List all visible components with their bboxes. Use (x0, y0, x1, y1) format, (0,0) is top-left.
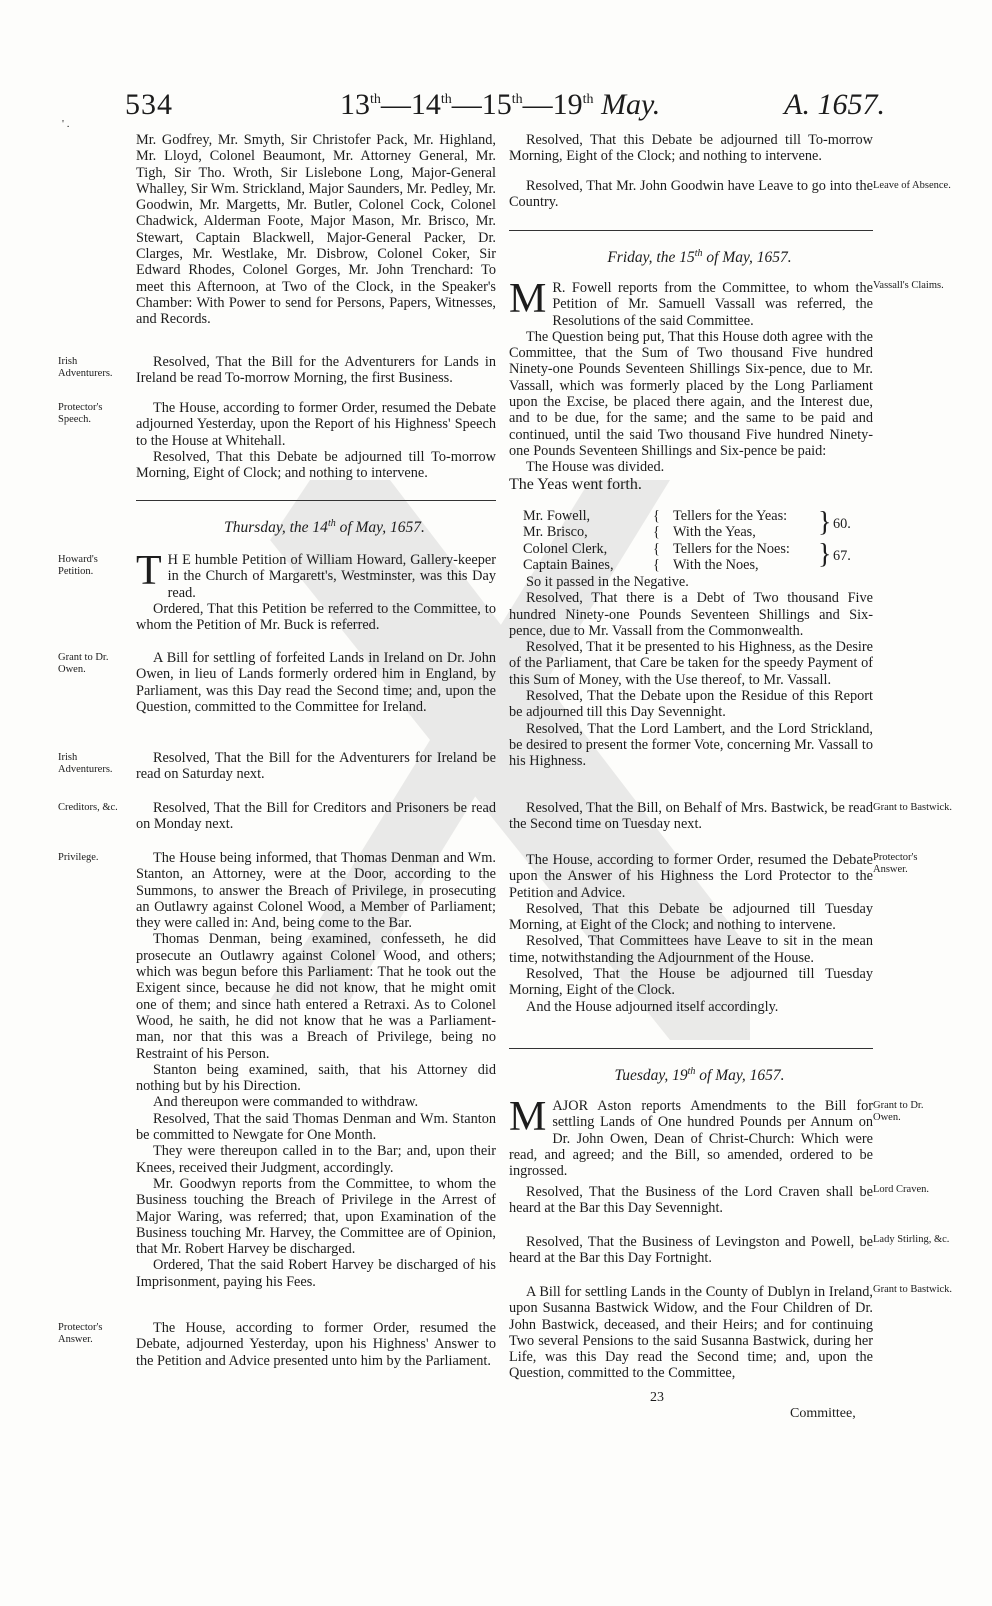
division-row: Mr. Brisco, { With the Yeas, (523, 524, 756, 541)
entry-creditors: Resolved, That the Bill for Creditors and Prisoners be read on Monday next. (136, 800, 496, 833)
section-title-tuesday: Tuesday, 19th of May, 1657. (614, 1066, 785, 1085)
header-year: A. 1657. (784, 88, 885, 121)
entry-howards-petition: T H E humble Petition of William Howard, Gallery-keeper in the Church of Margarett's, Westminster, was this Day read. Ordered, That this Petition be referred to the Committee, to whom the Petition of Mr. Buck is referred. (136, 548, 496, 634)
running-head (125, 88, 885, 128)
header-dates: 13th—14th—15th—19th May. (340, 88, 661, 121)
entry-irish-adventurers-2: Resolved, That the Bill for the Adventurers for Ireland be read on Saturday next. (136, 750, 496, 783)
entry-vassall: M R. Fowell reports from the Committee, to whom the Petition of Mr. Samuell Vassall was referred, the Resolutions of the said Committee. The Question being put, That this House doth agree with the Committee, that the Sum of Two thousand Five hundred Ninety-one Pounds Seventeen Shillings Six-pence, due to Mr. Vassall, which was formerly placed by the Long Parliament upon the Excise, be placed there again, and the Interest due, and to be due, for the same; and the same to be paid and continued, until the said Two thousand Five hundred Ninety-one Pounds Seventeen Shillings and Six-pence be paid: The House was divided. The Yeas went forth. (509, 276, 873, 493)
margin-note-irish-adventurers-2: Irish Adventurers. (58, 752, 113, 775)
margin-note-protectors-speech: Protector's Speech. (58, 402, 103, 425)
entry-protectors-answer: The House, according to former Order, resumed the Debate, adjourned Yesterday, upon his Highness' Answer to the Petition and Advice presented unto him by the Parliament. (136, 1320, 496, 1369)
entry-bastwick-bill: A Bill for settling Lands in the County of Dublyn in Ireland, upon Susanna Bastwick Widow, and the Four Children of Dr. John Bastwick, deceased, and their Heirs; and for continuing Two several Pensions to the said Susanna Bastwick, during her Life, was this Day read the Second time; and, upon the Question, committed to the Committee, (509, 1284, 873, 1382)
margin-note-leave-absence: Leave of Absence. (873, 180, 951, 191)
margin-note-privilege: Privilege. (58, 852, 99, 863)
committee-members: Mr. Godfrey, Mr. Smyth, Sir Christofer Pack, Mr. Highland, Mr. Lloyd, Colonel Beaumont, Mr. Attorney General, Mr. Tigh, Sir Tho. Wroth, Sir Lislebone Long, Major-General Whalley, Sir Wm. Strickland, Major Saunders, Mr. Pedley, Mr. Goodwin, Mr. Margetts, Mr. Butler, Colonel Cock, Colonel Chadwick, Alderman Foote, Major Mason, Mr. Brisco, Mr. Stewart, Captain Blackwell, Major-General Packer, Dr. Clarges, Mr. Westlake, Mr. Disbrow, Colonel Coker, Sir Edward Rhodes, Colonel Gorges, Mr. John Trenchard: To meet this Afternoon, at Two of the Clock, in the Speaker's Chamber: With Power to send for Persons, Papers, Witnesses, and Records. (136, 132, 496, 328)
section-title-thursday: Thursday, the 14th of May, 1657. (224, 518, 425, 537)
entry-vassall-resolutions: So it passed in the Negative. Resolved, That there is a Debt of Two thousand Five hundred Ninety-one Pounds Seventeen Shillings and Six-pence, due to Mr. Vassall from the Commonwealth. Resolved, That it be presented to his Highness, as the Desire of the Parliament, that Care be taken for the speedy Payment of this Sum of Money, with the Use thereof, to Mr. Vassall. Resolved, That the Debate upon the Residue of this Report be adjourned till this Day Sevennight. Resolved, That the Lord Lambert, and the Lord Strickland, be desired to present the former Vote, concerning Mr. Vassall to his Highness. (509, 574, 873, 770)
corner-mark: ' . (62, 118, 70, 130)
yeas-count: 60. (833, 516, 851, 532)
entry-irish-adventurers: Resolved, That the Bill for the Adventurers for Lands in Ireland be read To-morrow Morning, the first Business. (136, 354, 496, 387)
entry-grant-owen: M AJOR Aston reports Amendments to the Bill for settling Lands of One hundred Pounds per Annum on Dr. John Owen, Dean of Christ-Church: Which were read, and agreed; and the Bill, so amended, ordered to be ingrossed. (509, 1094, 873, 1180)
entry-grant-owen: A Bill for settling of forfeited Lands in Ireland on Dr. John Owen, in lieu of Lands formerly ordered him in England, by Parliament, was this Day read the Second time; and, upon the Question, committed to the Committee for Ireland. (136, 650, 496, 715)
drop-cap: M (509, 1094, 547, 1140)
division-row: Colonel Clerk, { Tellers for the Noes: (523, 540, 790, 557)
entry-lady-stirling: Resolved, That the Business of Levingston and Powell, be heard at the Bar this Day Fortnight. (509, 1234, 873, 1267)
margin-note-protectors-answer: Protector's Answer. (58, 1322, 103, 1345)
drop-cap: T (136, 548, 162, 594)
margin-note-grant-owen: Grant to Dr. Owen. (873, 1100, 924, 1123)
entry-protectors-speech: The House, according to former Order, resumed the Debate adjourned Yesterday, upon the Report of his Highness' Speech to the House at Whitehall. Resolved, That this Debate be adjourned till To-morrow Morning, Eight of Clock; and nothing to intervene. (136, 400, 496, 482)
catchword: Committee, (790, 1406, 856, 1421)
margin-note-vassall: Vassall's Claims. (873, 280, 944, 291)
noes-count: 67. (833, 548, 851, 564)
margin-note-grant-owen: Grant to Dr. Owen. (58, 652, 109, 675)
entry-protectors-answer: The House, according to former Order, resumed the Debate upon the Answer of his Highness the Lord Protector to the Petition and Advice. Resolved, That this Debate be adjourned till Tuesday Morning, at Eight of the Clock; and nothing to intervene. Resolved, That Committees have Leave to sit in the mean time, notwithstanding the Adjournment of the House. Resolved, That the House be adjourned till Tuesday Morning, Eight of the Clock. And the House adjourned itself accordingly. (509, 852, 873, 1015)
section-rule (509, 1048, 873, 1049)
margin-note-irish-adventurers: Irish Adventurers. (58, 356, 113, 379)
margin-note-grant-bastwick: Grant to Bastwick. (873, 802, 953, 813)
entry-leave-goodwin: Resolved, That Mr. John Goodwin have Leave to go into the Country. (509, 178, 873, 211)
margin-note-protectors-answer: Protector's Answer. (873, 852, 918, 875)
drop-cap: M (509, 276, 547, 322)
margin-note-lady-stirling: Lady Stirling, &c. (873, 1234, 950, 1245)
margin-note-grant-bastwick-2: Grant to Bastwick. (873, 1284, 953, 1295)
section-rule (136, 500, 496, 501)
entry-lord-craven: Resolved, That the Business of the Lord Craven shall be heard at the Bar this Day Sevennight. (509, 1184, 873, 1217)
section-title-friday: Friday, the 15th of May, 1657. (607, 248, 792, 267)
entry-privilege: The House being informed, that Thomas Denman and Wm. Stanton, an Attorney, were at the Door, according to the Summons, to answer the Breach of Privilege, in prosecuting an Outlawry against Colonel Wood, a Member of Parliament; they were called in: And, being come to the Bar. Thomas Denman, being examined, confesseth, he did prosecute an Outlawry against Colonel Wood, and others; which was begun before this Parliament: That he took out the Exigent since, because he did not know, that he might omit one of them; and since hath entered a Retraxi. As to Colonel Wood, he saith, he did not know that he was a Parliament-man, nor that this was a Breach of Privilege, being no Restraint of his Person. Stanton being examined, saith, that his Attorney did nothing but by his Direction. And thereupon were commanded to withdraw. Resolved, That the said Thomas Denman and Wm. Stanton be committed to Newgate for One Month. They were thereupon called in to the Bar; and, upon their Knees, received their Judgment, accordingly. Mr. Goodwyn reports from the Committee, to whom the Business touching the Breach of Privilege in the Arrest of Major Waring, was referred; that, upon Examination of the Business touching Mr. Harvey, the Committee are of Opinion, that Mr. Robert Harvey be discharged. Ordered, That the said Robert Harvey be discharged of his Imprisonment, paying his Fees. (136, 850, 496, 1290)
section-rule (509, 230, 873, 231)
margin-note-creditors: Creditors, &c. (58, 802, 118, 813)
page-number: 534 (125, 88, 173, 121)
entry-grant-bastwick: Resolved, That the Bill, on Behalf of Mrs. Bastwick, be read the Second time on Tuesday next. (509, 800, 873, 833)
entry-debate-adjourned: Resolved, That this Debate be adjourned till To-morrow Morning, Eight of the Clock; and nothing to intervene. (509, 132, 873, 165)
margin-note-howards-petition: Howard's Petition. (58, 554, 98, 577)
division-row: Mr. Fowell, { Tellers for the Yeas: (523, 508, 788, 524)
division-row: Captain Baines, { With the Noes, (523, 556, 759, 573)
signature-mark: 23 (650, 1390, 664, 1405)
margin-note-lord-craven: Lord Craven. (873, 1184, 929, 1195)
division-tellers-table: Mr. Fowell, { Tellers for the Yeas: Mr. Brisco, { With the Yeas, } 60. Colonel Clerk, { Tellers for the Noes: Captain Baines, { With the Noes, } 67. (523, 508, 863, 573)
